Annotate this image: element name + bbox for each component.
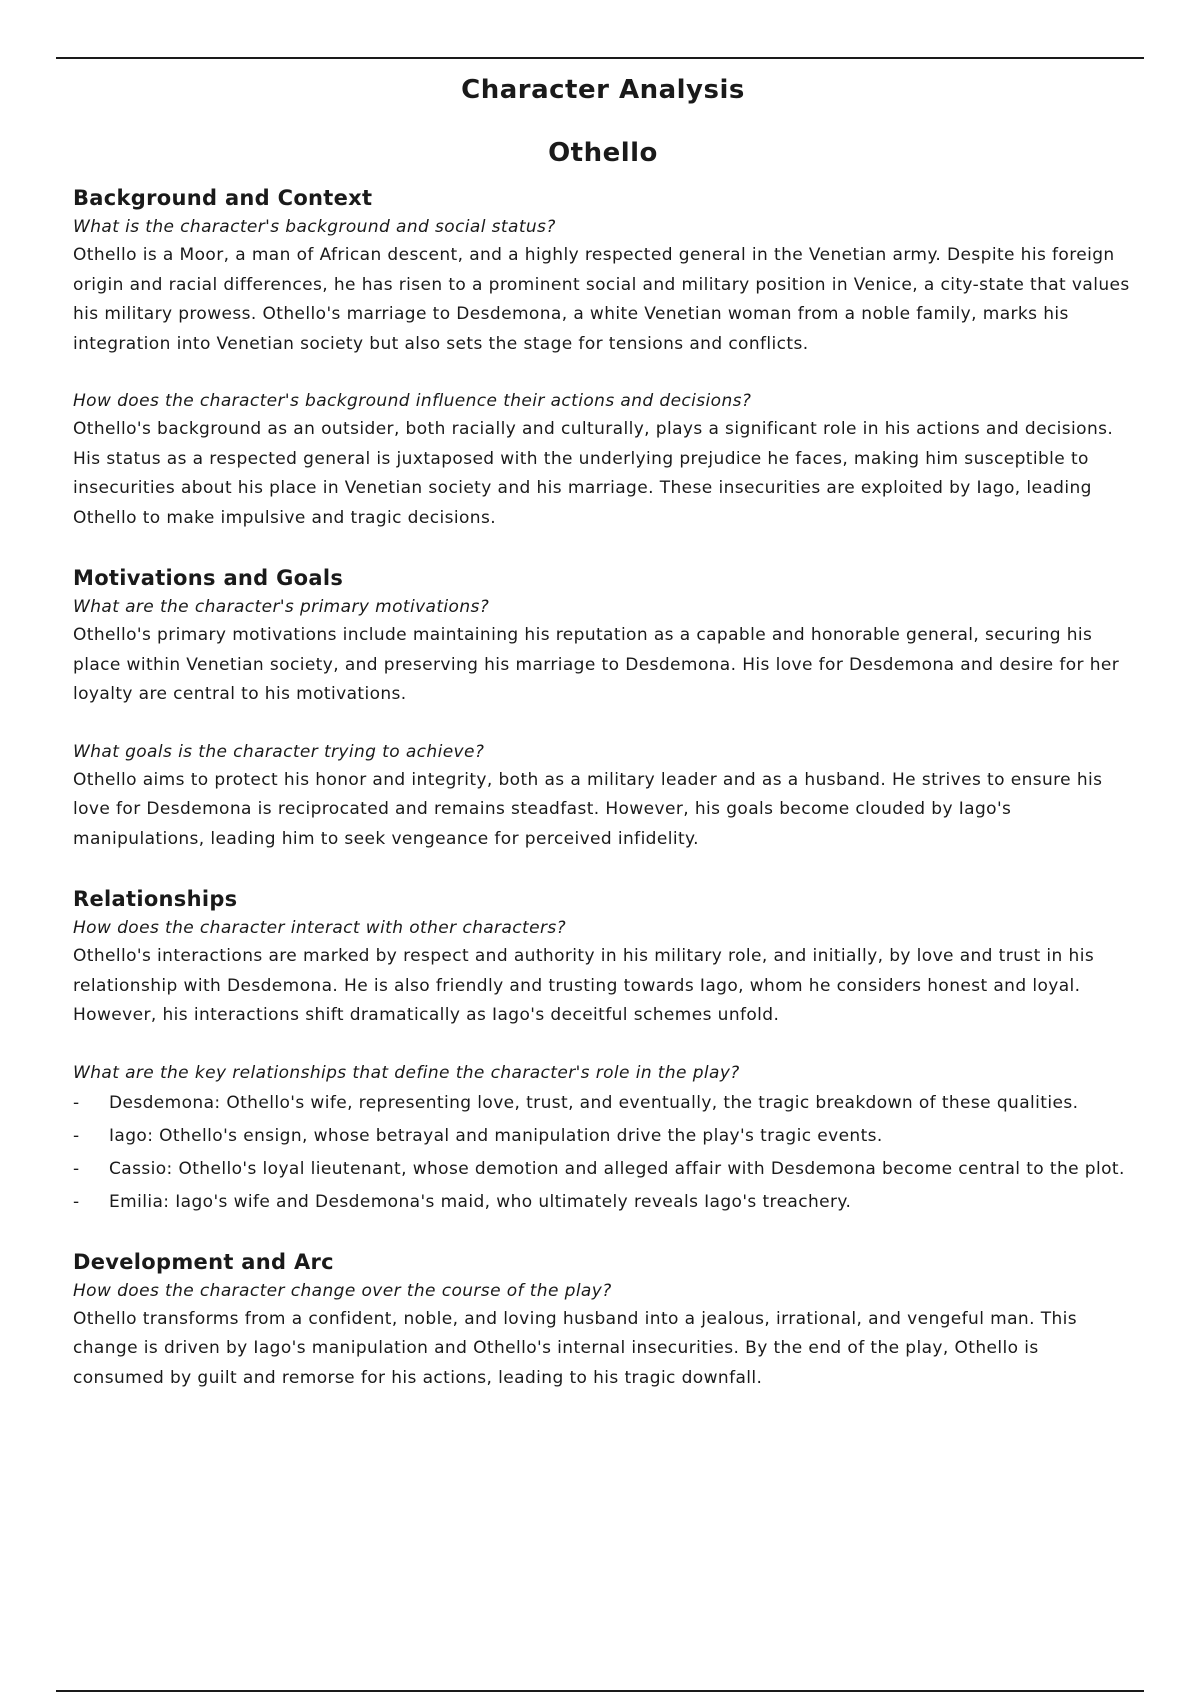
section-heading: Development and Arc — [73, 1249, 334, 1274]
bullet-dash: - — [73, 1158, 80, 1179]
list-item-text: Desdemona: Othello's wife, representing love, trust, and eventually, the tragic breakdown of these qualities. — [109, 1092, 1079, 1113]
question: How does the character change over the course of the play? — [73, 1280, 612, 1301]
list-item — [73, 1089, 1133, 1118]
bullet-dash: - — [73, 1092, 80, 1113]
answer: Othello's primary motivations include maintaining his reputation as a capable and honorable general, securing his place within Venetian society, and preserving his marriage to Desdemona. His love for Desdemona and desire for her loyalty are central to his motivations. — [73, 625, 1120, 704]
list-item-text: Emilia: Iago's wife and Desdemona's maid, who ultimately reveals Iago's treachery. — [109, 1191, 852, 1212]
question: What is the character's background and social status? — [73, 217, 556, 237]
question: What are the key relationships that define the character's role in the play? — [73, 1062, 740, 1083]
list-item — [73, 1155, 1133, 1184]
qa-block — [73, 1059, 1133, 1217]
answer: Othello transforms from a confident, noble, and loving husband into a jealous, irrational, and vengeful man. This change is driven by Iago's manipulation and Othello's internal insecurities. By the end of the play, Othello is consumed by guilt and remorse for his actions, leading to his tragic downfall. — [73, 1308, 1078, 1388]
section-relationships — [73, 884, 1133, 1217]
section-background-and-context — [73, 183, 1133, 533]
qa-block — [73, 738, 1133, 855]
qa-block — [73, 387, 1133, 533]
top-rule — [56, 57, 1144, 59]
qa-block — [73, 213, 1133, 359]
list-item-text: Iago: Othello's ensign, whose betrayal and manipulation drive the play's tragic events. — [109, 1125, 883, 1146]
list-item — [73, 1122, 1133, 1151]
answer: Othello's background as an outsider, both racially and culturally, plays a significant role in his actions and decisions. His status as a respected general is juxtaposed with the underlying prejudice he faces, making him susceptible to insecurities about his place in Venetian society and his marriage. These insecurities are exploited by Iago, leading Othello to make impulsive and tragic decisions. — [73, 419, 1114, 528]
document-page — [73, 70, 1133, 1393]
section-heading: Motivations and Goals — [73, 566, 344, 590]
qa-block — [73, 1277, 1133, 1394]
relationship-list — [73, 1089, 1133, 1217]
section-motivations-and-goals — [73, 563, 1133, 854]
answer: Othello's interactions are marked by respect and authority in his military role, and initially, by love and trust in his relationship with Desdemona. He is also friendly and trusting towards Iago, whom he considers honest and loyal. However, his interactions shift dramatically as Iago's deceitful schemes unfold. — [73, 946, 1095, 1025]
answer: Othello aims to protect his honor and integrity, both as a military leader and as a husband. He strives to ensure his love for Desdemona is reciprocated and remains steadfast. However, his goals become clouded by Iago's manipulations, leading him to seek vengeance for perceived infidelity. — [73, 769, 1103, 849]
question: How does the character's background influence their actions and decisions? — [73, 391, 752, 411]
bullet-dash: - — [73, 1125, 80, 1146]
list-item — [73, 1188, 1133, 1217]
question: How does the character interact with other characters? — [73, 918, 567, 938]
document-title: Character Analysis — [461, 75, 745, 105]
section-heading: Relationships — [73, 887, 238, 911]
question: What are the character's primary motivations? — [73, 597, 490, 617]
list-item-text: Cassio: Othello's loyal lieutenant, whose demotion and alleged affair with Desdemona become central to the plot. — [109, 1158, 1125, 1179]
bottom-rule — [56, 1690, 1144, 1692]
answer: Othello is a Moor, a man of African descent, and a highly respected general in the Venetian army. Despite his foreign origin and racial differences, he has risen to a prominent social and military position in Venice, a city-state that values his military prowess. Othello's marriage to Desdemona, a white Venetian woman from a noble family, marks his integration into Venetian society but also sets the stage for tensions and conflicts. — [73, 245, 1130, 354]
document-subtitle: Othello — [548, 138, 658, 168]
qa-block — [73, 593, 1133, 710]
question: What goals is the character trying to achieve? — [73, 741, 485, 762]
section-heading: Background and Context — [73, 186, 373, 210]
bullet-dash: - — [73, 1191, 80, 1212]
qa-block — [73, 914, 1133, 1031]
section-development-and-arc — [73, 1247, 1133, 1394]
